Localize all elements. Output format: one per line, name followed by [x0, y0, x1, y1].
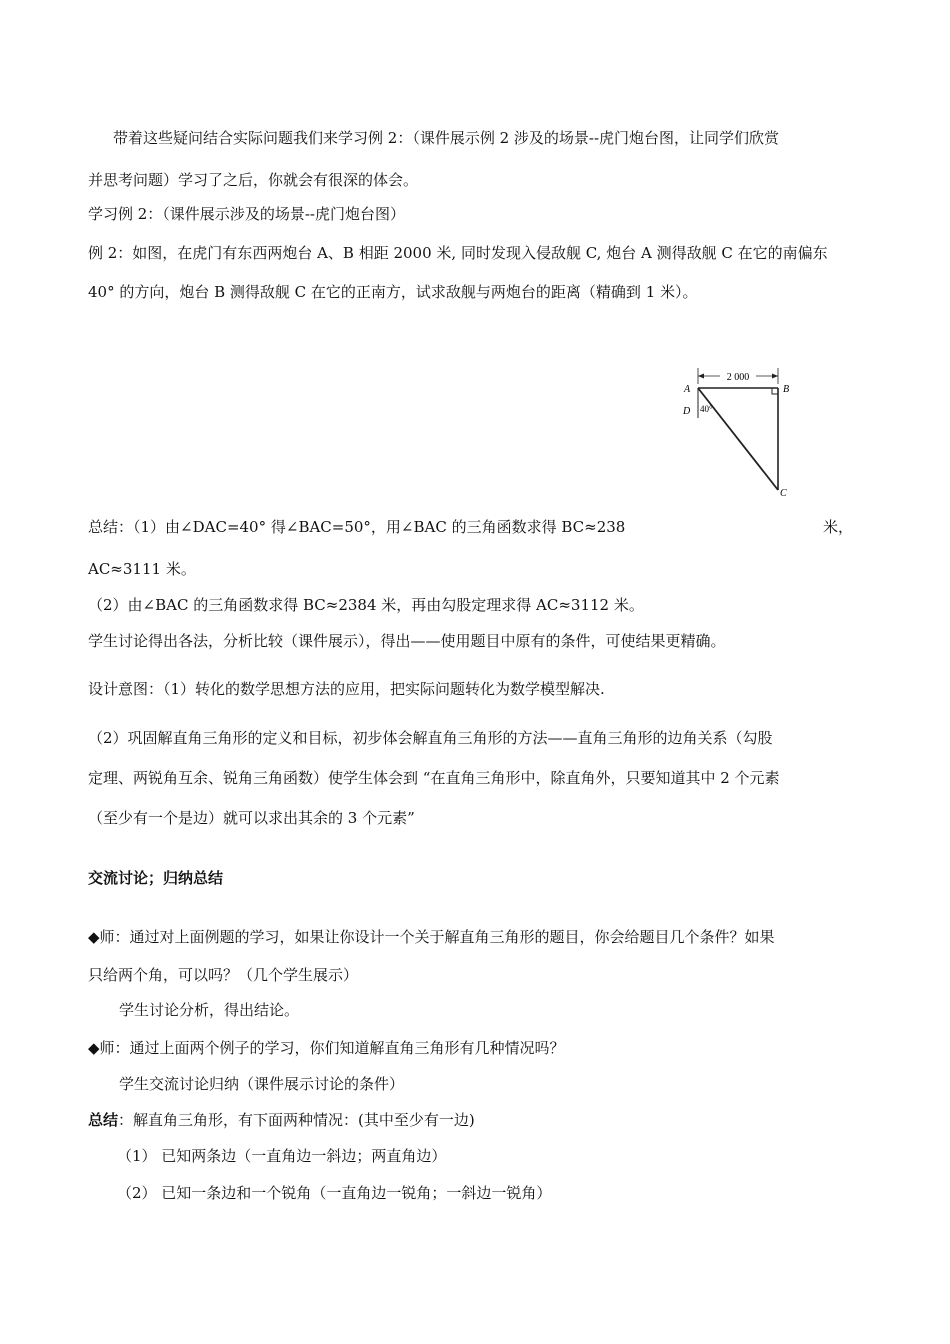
dimension-arrow-left	[698, 374, 704, 379]
teacher-question1-line1: ◆师：通过对上面例题的学习，如果让你设计一个关于解直角三角形的题目，你会给题目几个条件？如果	[88, 928, 775, 946]
case-item-2: （2） 已知一条边和一个锐角（一直角边一锐角；一斜边一锐角）	[117, 1184, 552, 1202]
example2-line2: 40° 的方向，炮台 B 测得敌舰 C 在它的正南方，试求敌舰与两炮台的距离（精确到 1 米）。	[88, 283, 698, 301]
dimension-label: 2 000	[726, 372, 750, 383]
design-intent-line2: （2）巩固解直角三角形的定义和目标，初步体会解直角三角形的方法——直角三角形的边角关系（勾股	[88, 729, 773, 747]
case-item-1: （1） 已知两条边（一直角边一斜边；两直角边）	[117, 1147, 447, 1165]
triangle-figure	[676, 364, 806, 504]
student-response1: 学生讨论分析，得出结论。	[119, 1001, 300, 1019]
vertex-label-d: D	[683, 406, 691, 417]
teacher-question1-line2: 只给两个角，可以吗？（几个学生展示）	[88, 966, 359, 984]
angle-label: 40°	[700, 404, 713, 414]
section-heading: 交流讨论；归纳总结	[88, 869, 224, 887]
summary2-line: （2）由∠BAC 的三角函数求得 BC≈2384 米，再由勾股定理求得 AC≈3112 米。	[88, 596, 644, 614]
vertex-label-b: B	[783, 384, 790, 395]
paragraph-intro-line1: 带着这些疑问结合实际问题我们来学习例 2：（课件展示例 2 涉及的场景--虎门炮台图，让同学们欣赏	[113, 129, 780, 147]
vertex-label-c: C	[780, 488, 787, 499]
final-summary-text: ：解直角三角形，有下面两种情况：(其中至少有一边)	[118, 1111, 475, 1129]
final-summary-line	[88, 1110, 475, 1130]
teacher-question2: ◆师：通过上面两个例子的学习，你们知道解直角三角形有几种情况吗？	[88, 1039, 565, 1057]
vertex-label-a: A	[684, 384, 691, 395]
final-summary-label: 总结	[88, 1111, 119, 1129]
study-example-line: 学习例 2：（课件展示涉及的场景--虎门炮台图）	[88, 205, 405, 223]
right-angle-mark	[772, 388, 778, 394]
design-intent-line1: 设计意图：（1）转化的数学思想方法的应用，把实际问题转化为数学模型解决.	[88, 680, 605, 698]
summary1-line1: 总结：（1）由∠DAC=40° 得∠BAC=50°，用∠BAC 的三角函数求得 BC≈238	[88, 518, 626, 536]
dimension-arrow-right	[772, 374, 778, 379]
design-intent-line4: （至少有一个是边）就可以求出其余的 3 个元素”	[88, 809, 415, 827]
example2-line1: 例 2：如图，在虎门有东西两炮台 A、B 相距 2000 米, 同时发现入侵敌舰 C, 炮台 A 测得敌舰 C 在它的南偏东	[88, 244, 828, 262]
summary1-line2: AC≈3111 米。	[88, 560, 196, 578]
paragraph-intro-line2: 并思考问题）学习了之后，你就会有很深的体会。	[88, 171, 419, 189]
student-response2: 学生交流讨论归纳（课件展示讨论的条件）	[119, 1075, 405, 1093]
design-intent-line3: 定理、两锐角互余、锐角三角函数）使学生体会到 “在直角三角形中，除直角外，只要知道其中 2 个元素	[88, 769, 780, 787]
summary1-line1-end: 米，	[823, 518, 854, 536]
discussion-line: 学生讨论得出各法，分析比较（课件展示），得出——使用题目中原有的条件，可使结果更精确。	[88, 632, 726, 650]
